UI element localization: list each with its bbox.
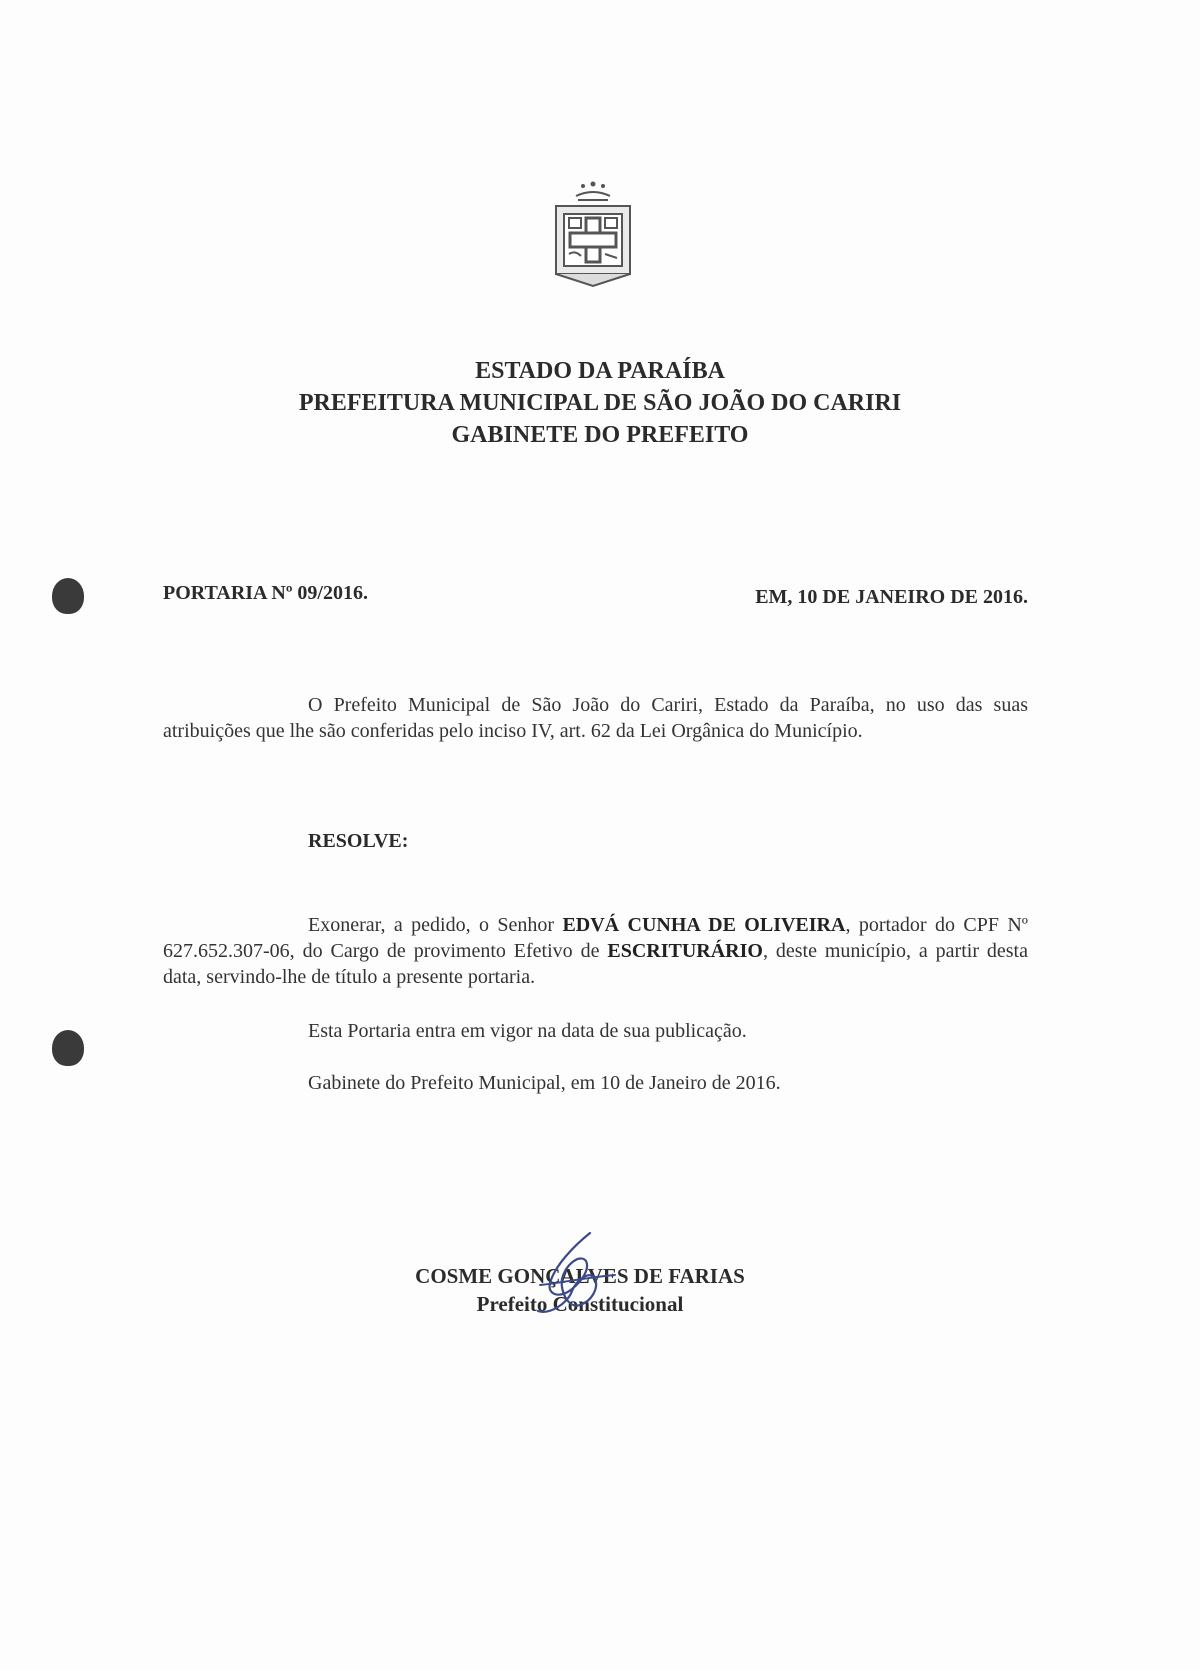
resolve-heading: RESOLVE: [308, 830, 409, 852]
closing-paragraph: Gabinete do Prefeito Municipal, em 10 de Janeiro de 2016. [308, 1072, 781, 1094]
signatory-name: COSME GONÇALVES DE FARIAS [415, 1264, 745, 1288]
decision-role: ESCRITURÁRIO [607, 940, 763, 962]
letterhead-office: GABINETE DO PREFEITO [451, 422, 749, 448]
decision-person-name: EDVÁ CUNHA DE OLIVEIRA [562, 914, 846, 936]
decision-text-2: , portador do CPF Nº 627.652.307-06, do Cargo de provimento Efetivo de [163, 914, 1028, 962]
letterhead [150, 355, 1050, 451]
vigor-paragraph: Esta Portaria entra em vigor na data de sua publicação. [308, 1020, 747, 1042]
coat-of-arms-icon [548, 178, 638, 288]
decision-text-3: , deste município, a partir desta data, servindo-lhe de título a presente portaria. [163, 940, 1028, 988]
decision-text-1: Exonerar, a pedido, o Senhor [308, 914, 563, 936]
signatory-title: Prefeito Constitucional [476, 1292, 684, 1316]
portaria-number: PORTARIA Nº 09/2016. [163, 582, 368, 604]
preamble-paragraph: O Prefeito Municipal de São João do Cariri, Estado da Paraíba, no uso das suas atribuições que lhe são conferidas pelo inciso IV, art. 62 da Lei Orgânica do Município. [163, 694, 1028, 742]
letterhead-state: ESTADO DA PARAÍBA [475, 358, 725, 384]
punch-hole-top [52, 578, 84, 614]
letterhead-municipality: PREFEITURA MUNICIPAL DE SÃO JOÃO DO CARIRI [298, 390, 902, 416]
punch-hole-bottom [52, 1030, 84, 1066]
portaria-date: EM, 10 DE JANEIRO DE 2016. [755, 586, 1028, 608]
decision-paragraph [163, 912, 1028, 990]
handwritten-signature-icon [520, 1225, 630, 1325]
